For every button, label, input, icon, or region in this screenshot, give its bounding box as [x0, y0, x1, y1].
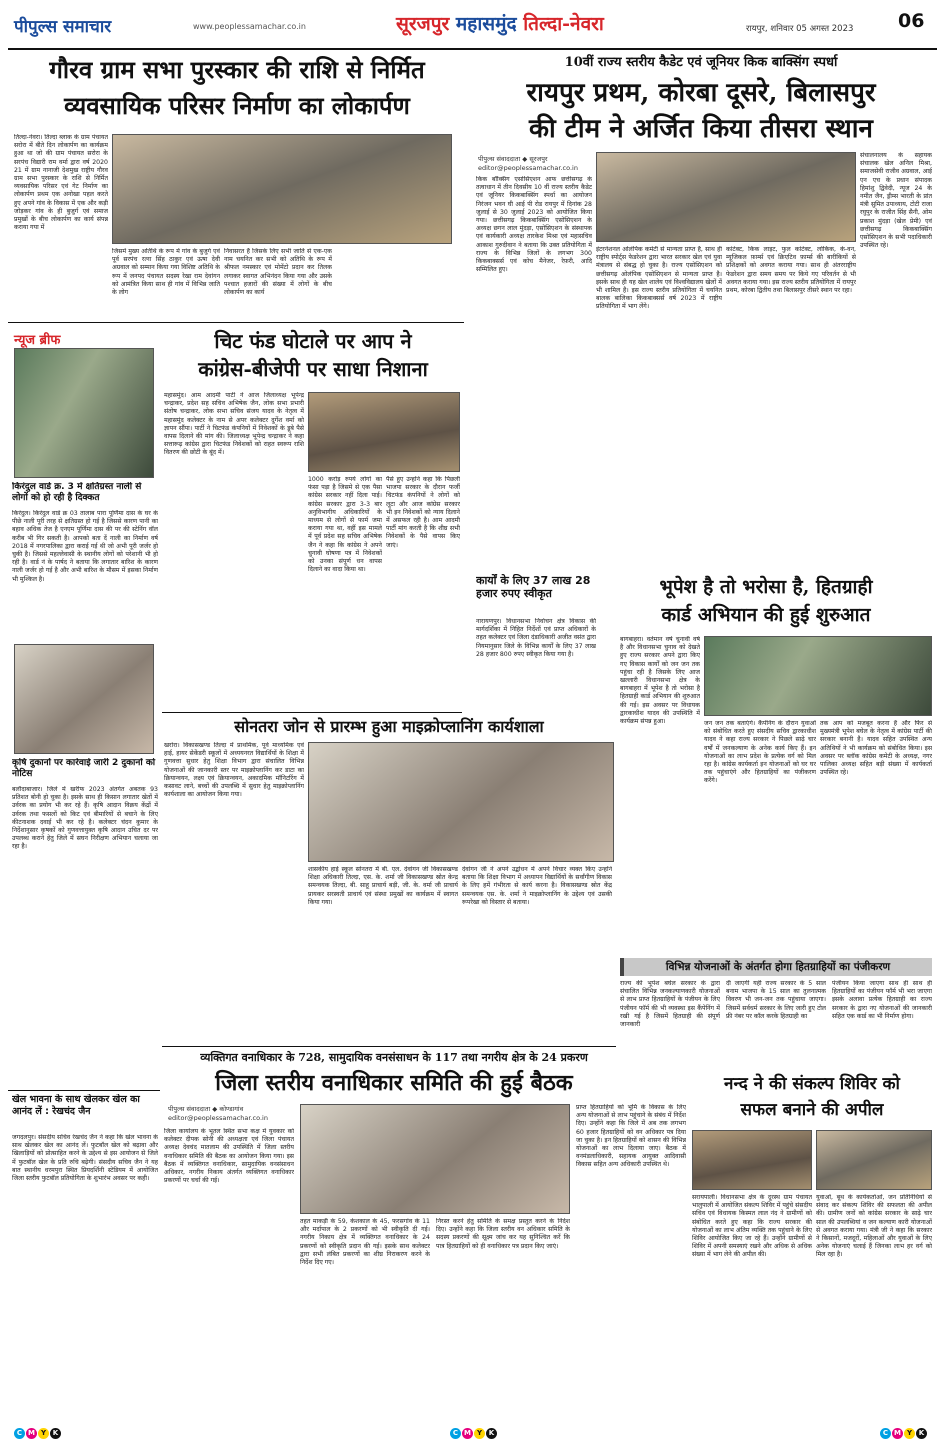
chitfund-headline-2: कांग्रेस-बीजेपी पर साधा निशाना [198, 357, 428, 381]
kickboxing-body-b: इंटरनेशनल ओलंपिक कमेटी से मान्यता प्राप्त है, साथ ही राष्ट्रीय स्पोर्ट्स फेडरेशन द्वारा भारत सरकार खेल एवं युवा मंत्रालय से संबद्ध हो चुका है। राज्य एसोसिएशन को छत्तीसगढ़ ओलंपिक एसोसिएशन से मान्यता प्राप्त है। इसके साथ ही यह खेल शालेय एवं विश्वविद्यालय खेलों में भी शामिल है। इस राज्य स्तरीय प्रतियोगिता में चयनित बालक बालिका किकबाक्सर्स वर्ष 2023 में राष्ट्रीय प्रतियोगिता में भाग लेंगे। [596, 246, 722, 311]
masthead-cities [396, 10, 604, 36]
footer-cmyk-right [880, 1420, 928, 1439]
news-brief-item2-body: बलौदाबाजार। जिले में खरीफ 2023 अंतर्गत अबतक 93 प्रतिशत बोनी हो चुका है। इसके साथ ही किसान लगातार खेतों में उर्वरक का प्रयोग भी कर रहे हैं। कृषि आदान विक्रय केंद्रों में उर्वरक तथा फसलों को किट एवं बीमारियों से बचाने के लिए कीटनाशक दवाई भी कर रहे है। कलेक्टर चंदन कुमार के निर्देशानुसार कृषकों को गुणवत्तायुक्त कृषि आदान उचित दर पर उपलब्ध कराने हेतु जिले में सघन निरीक्षण अभियान चलाया जा रहा है। [12, 786, 158, 851]
city-mahasamund: महासमुंद [455, 13, 517, 35]
vanadhikar-body-d: प्राप्त हितग्राहियों को भूमि के विकास के लिए अन्य योजनाओं से लाभ पहुंचाने के संबंध में निर्देश दिए। उन्होंने कहा कि जिले में अब तक लगभग 60 हजार हितग्राहियों को वन अधिकार पत्र दिया जा चुका है। इन हितग्राहियों को शासन की विभिन्न योजनाओं का लाभ दिलाया जाए। बैठक में वनमंडलाधिकारी, सहायक आयुक्त आदिवासी विकास सहित अन्य अधिकारी उपस्थित थे। [576, 1104, 686, 1169]
story1-body-c: निवासरत हैं जिसके लिए सभी जाति से एक-एक नाम चयनित कर सभी को अतिथि के रूप में श्रीफल नमस्कार एवं मोमेंटो प्रदान कर तिलक लगाकर स्वागत अभिनंदन किया गया और उसके पश्चात हजारों की संख्या में लोगों के बीच लोकार्पण का कार्य [224, 248, 332, 297]
cmyk-m-dot: M [462, 1428, 473, 1439]
story1-headline-2: व्यवसायिक परिसर निर्माण का लोकार्पण [64, 91, 410, 120]
santra-body-a: खरोरा। विकासखण्ड तिल्दा में प्राथमिक, पूर्व माध्यमिक एवं हाई, हायर सेकेंडरी स्कूलों में अध्ययनरत विद्यार्थियों के शिक्षा में गुणवत्ता सुधार हेतु शिक्षा विभाग द्वारा संचालित विभिन्न योजनाओं की जानकारी स्तर पर माइक्रोप्लानिंग कर डाटा का क्रियान्वयन, लक्ष्य एवं क्रियान्वयन, अकादमिक मॉनिटरिंग में कसावट लाने, बच्चों की उपलब्धि में सुधार हेतु माइक्रोप्लानिंग कार्यशाला का आयोजन किया गया। [164, 742, 304, 799]
santra-body-c: देवांगन जी ने अपने उद्बोधन में अपने विचार व्यक्त किए उन्होंने बताया कि शिक्षा विभाग में अध्यापन विद्यार्थियों के सर्वांगीण विकास के लिए हमें गंभीरता से कार्य करना है। विकासखण्ड स्रोत केंद्र समन्वयक एस. के. शर्मा ने माइक्रोप्लानिंग के उद्देश्य एवं उसकी रूपरेखा को विस्तार से बताया। [462, 866, 612, 906]
kickboxing-headline-1: रायपुर प्रथम, कोरबा दूसरे, बिलासपुर [526, 78, 876, 108]
story1-photo [112, 134, 452, 244]
cmyk-m-dot: M [892, 1428, 903, 1439]
nand-headline-1: नन्द ने की संकल्प शिविर को [724, 1074, 900, 1094]
kickboxing-kicker: 10वीं राज्य स्तरीय कैडेट एवं जूनियर किक बाक्सिंग स्पर्धा [564, 55, 838, 70]
masthead-dateline: रायपुर, शनिवार 05 अगस्त 2023 [746, 24, 854, 34]
cmyk-m-dot: M [26, 1428, 37, 1439]
news-brief-shop-photo [14, 644, 154, 754]
vanadhikar-kicker: व्यक्तिगत वनाधिकार के 728, सामुदायिक वनसंसाधन के 117 तथा नगरीय क्षेत्र के 24 प्रकरण [200, 1051, 588, 1064]
vanadhikar-body-c: निरस्त करने हेतु समिति के समक्ष प्रस्तुत करने के निर्देश दिए। उन्होंने कहा कि जिला स्तरीय वन अधिकार समिति के सदस्य प्रकरणों की सूक्ष्म जांच कर यह सुनिश्चित करें कि पात्र हितग्राहियों को ही वनाधिकार पत्र प्रदान किए जाएं। [436, 1218, 570, 1250]
city-surajpur: सूरजपुर [396, 13, 450, 35]
masthead-website: www.peoplessamachar.co.in [193, 22, 306, 31]
nand-body-b: युवाओं, बूथ के कार्यकर्ताओं, जन प्रतिनिधियों से संवाद कर संकल्प शिविर की सफलता की अपील की। ग्रामीण जनों को कांग्रेस सरकार के साढ़े चार साल की उपलब्धियां व जन कल्याण कारी योजनाओं से अवगत कराया गया। मंत्री जी ने कहा कि सरकार ने किसानों, मजदूरों, महिलाओं और युवाओं के लिए अनेक योजनाएं चलाई हैं जिनका लाभ हर वर्ग को मिल रहा है। [816, 1194, 932, 1259]
panjikaran-col-c: पंजीयन किया जाएगा साथ ही साथ ही हितग्राहियों का पंजीयन फॉर्म भी भरा जाएगा इसके अलावा प्रत्येक हितग्राही का राज्य सरकार के द्वारा नए योजनाओं की जानकारी सहित एक कार्ड का भी निर्माण होगा। [832, 980, 932, 1020]
santra-headline: सोनतरा जोन से प्रारम्भ हुआ माइक्रोप्लानिंग कार्यशाला [234, 717, 544, 736]
news-brief-item1-caption: किरंदुल वार्ड क्र. 3 में क्षतिग्रस्त नाली से लोगों को हो रही है दिक्कत [12, 482, 142, 503]
sports-brief-headline: खेल भावना के साथ खेलकर खेल का आनंद लें : रेखचंद जैन [12, 1094, 140, 1117]
panjikaran-bar: विभिन्न योजनाओं के अंतर्गत होगा हितग्राहियों का पंजीकरण [620, 958, 932, 976]
santra-photo [308, 742, 614, 862]
cmyk-c-dot: C [14, 1428, 25, 1439]
bhupesh-headline-1: भूपेश है तो भरोसा है, हितग्राही [659, 576, 873, 598]
nand-photo-1 [692, 1130, 812, 1190]
masthead-page-number: 06 [898, 10, 925, 32]
cmyk-k-dot: K [916, 1428, 927, 1439]
bhupesh-photo [704, 636, 932, 716]
city-tilda: तिल्दा-नेवरा [523, 13, 604, 35]
kickboxing-body-c: कांटेक्ट, किक लाइट, फुल कांटेक्ट, लोकिक, के-वन, म्यूजिकल फ़ार्म्स एवं क्रिएटिव फ़ार्म्स की बारीकियों से प्रशिक्षकों को अवगत कराया गया। साथ ही अंतरराष्ट्रीय फेडरेशन द्वारा समय समय पर किये गए परिवर्तन से भी अवगत कराया गया। इस राज्य स्तरीय प्रतियोगिता में रायपुर प्रथम, कोरबा द्वितीय तथा बिलासपुर तीसरे स्थान पर रहा। [726, 246, 856, 295]
footer-cmyk-center [450, 1420, 498, 1439]
story1-rule [8, 322, 464, 323]
masthead-rule [8, 48, 937, 50]
panjikaran-col-a: राज्य की भूपेश बघेल सरकार के द्वारा संचालित विभिन्न जनकल्याणकारी योजनाओं से लाभ प्राप्त हितग्राहियों के पंजीयन के लिए पंजीयन फॉर्म की भी व्यवस्था इस कैंपेनिंग में रखी गई है जिसमें हितग्राही की संपूर्ण जानकारी [620, 980, 720, 1029]
vanadhikar-headline: जिला स्तरीय वनाधिकार समिति की हुई बैठक [215, 1070, 573, 1096]
vanadhikar-body-a: जिला कार्यालय के भूतल स्थित सभा कक्ष में युवकार को कलेक्टर दीपक सोनी की अध्यक्षता एवं जिला पंचायत अध्यक्ष देवचंद मातलाम की उपस्थिति में जिला स्तरीय वनाधिकार समिति की बैठक का आयोजन किया गया। इस बैठक में व्यक्तिगत वनाधिकार, सामुदायिक वनसंसाधन अधिकार, नगरीय निकाय अंतर्गत व्यक्तिगत वनाधिकार प्रकरणों पर चर्चा की गई। [164, 1128, 294, 1185]
panjikaran-col-b: दी जाएगी यही राज्य सरकार के 5 साल बनाम भाजपा के 15 साल का तुलनात्मक विवरण भी जन-जन तक पहुंचाया जाएगा। जिसमें सर्वधर्म सरकार के लिए जारी हुए टोल फ्री नंबर पर कॉल करके हितग्राही का [726, 980, 826, 1020]
bhupesh-body-c: तक आप को मजबूत करना है और फिर से मुख्यमंत्री भूपेश बघेल के नेतृत्व में कांग्रेस पार्टी की सरकार बनानी है। यादव सहित उपस्थित अन्य अतिथियों ने भी कार्यक्रम को संबोधित किया। इस अवसर पर ब्लॉक कांग्रेस कमेटी के अध्यक्ष, नगर पालिका अध्यक्ष सहित बड़ी संख्या में कार्यकर्ता उपस्थित रहे। [820, 720, 932, 777]
cmyk-k-dot: K [486, 1428, 497, 1439]
vanadhikar-photo [300, 1104, 570, 1214]
kickboxing-photo [596, 152, 856, 242]
chitfund-photo [308, 392, 460, 472]
bhupesh-body-b: जन जन तक बताएंगे। कैंपेनिंग के दौरान युवाओं को संबोधित करते हुए संसदीय सचिव द्वारकाधीश यादव ने कहा राज्य सरकार ने पिछले साढ़े चार वर्षों में जनकल्याण के अनेक कार्य किए हैं। इन योजनाओं का लाभ प्रदेश के प्रत्येक वर्ग को मिल रहा है। कांग्रेस कार्यकर्ता इन योजनाओं को घर घर तक पहुंचाएंगे और हितग्राहियों का पंजीकरण करेंगे। [704, 720, 816, 785]
news-brief-rule [8, 1090, 160, 1091]
news-brief-item1-body: किरंदुल। किरंदुल वार्ड क्र 03 तालाब पारा पूर्णिमा दास के घर के पीछे नाली पूरी तरह से क्षतिग्रस्त हो गई है जिससे कारण पानी का बहाव अधिक तेज है एनएम पूर्णिमा दास की पर की स्टेनिंग वॉल करीब भी गिर सकती है। आपको बता दें नाली का निर्माण वर्ष 2018 में नगरपालिका द्वारा कराई गई थी जो अभी पूरी जर्जर हो चुकी है। जिससे महल्लेवासी के स्थानीय लोगों को परेशानी भी हो रही है। वार्ड नं के पार्षद ने बताया कि लगातार बारिश के कारण नाली जर्जर हो गई है और अभी बारिश के मौसम में इसका निर्माण भी मुश्किल है। [12, 510, 158, 583]
story1-headline-1: गौरव ग्राम सभा पुरस्कार की राशि से निर्मित [49, 55, 425, 84]
chitfund-body-c: पैसे हुए उन्होंने कहा कि पिछली भाजपा सरकार के दौरान फर्जी चिटफंड कंपनियों ने लोगों को लूटा और आज कांग्रेस सरकार भी इन निवेशकों को न्याय दिलाने में असफल रही है। आम आदमी पार्टी मांग करती है कि शीघ्र सभी निवेशकों के पैसे वापस किए जाएं। [386, 476, 460, 549]
chitfund-headline-1: चिट फंड घोटाले पर आप ने [214, 329, 412, 353]
vanadhikar-byline: पीपुल्स संवाददाता ◆ कोण्डागांव [168, 1105, 244, 1113]
chitfund-rule [162, 712, 462, 713]
cmyk-y-dot: Y [474, 1428, 485, 1439]
masthead-logo: पीपुल्स समाचार [14, 17, 112, 37]
news-brief-drain-photo [14, 348, 154, 478]
nand-headline-2: सफल बनाने की अपील [740, 1100, 884, 1120]
chitfund-body-a: महासमुंद। आम आदमी पार्टी ने आज जिलाध्यक्ष भूपेन्द्र चन्द्राकर, प्रदेश सह सचिव अभिषेक जैन, लोक सभा प्रभारी संतोष चन्द्राकर, लोक सभा सचिव संजय यादव के नेतृत्व में महासमुंद कलेक्टर के नाम से अपर कलेक्टर दुर्गेश वर्मा को ज्ञापन सौंपा। पार्टी ने चिटफंड कंपनियों में निवेशकों के डूबे पैसे वापस दिलाने की मांग की। जिलाध्यक्ष भूपेन्द्र चन्द्राकर ने कहा सत्तारूढ़ कांग्रेस द्वारा चिटफंड निवेशकों को राहत स्वरूप राशि वितरण की छोटी के बूंद में। [164, 392, 304, 457]
nand-body-a: सरायपाली। विधानसभा क्षेत्र के दूरस्थ ग्राम पंचायत भालुपाली में आयोजित संकल्प शिविर में पहुंचे संसदीय सचिव एवं विधायक किस्मत लाल नंद ने ग्रामीणों को संबोधित करते हुए कहा कि राज्य सरकार की योजनाओं का लाभ अंतिम व्यक्ति तक पहुंचाने के लिए शिविर आयोजित किए जा रहे हैं। उन्होंने ग्रामीणों से शिविर में अपनी समस्याएं रखने और अधिक से अधिक संख्या में भाग लेने की अपील की। [692, 1194, 812, 1259]
kickboxing-byline: पीपुल्स संवाददाता ◆ सूरजपुर [478, 155, 548, 163]
kickboxing-email: editor@peoplessamachar.co.in [478, 164, 578, 172]
cmyk-c-dot: C [450, 1428, 461, 1439]
vanadhikar-body-b: तहत माकड़ी के 59, केशकाल के 45, फरसगांव के 11 और मर्दापाल के 2 प्रकरणों को भी स्वीकृति दी गई। नगरीय निकाय क्षेत्र में व्यक्तिगत वनाधिकार के 24 प्रकरणों को स्वीकृति प्रदान की गई। इसके साथ कलेक्टर द्वारा सभी लंबित प्रकरणों का शीघ्र निराकरण करने के निर्देश दिए गए। [300, 1218, 430, 1267]
story1-body-a: तिल्दा-नेवरा। तिल्दा ब्लाक के ग्राम पंचायत सरोरा में बीते दिन लोकार्पण का कार्यक्रम हुआ था जो की ग्राम पंचायत सरोरा के सरपंच विद्यारी राम वर्मा द्वारा वर्ष 2020 21 में ग्राम नानाजी देशमुख राष्ट्रीय गौरव ग्राम सभा पुरस्कार के राशि से निर्मित व्यवसायिक परिसर एवं गेट निर्माण का लोकार्पण प्रथम एक अनोखा पहल करते हुए अपने गांव के विकास में एक और कड़ी जोड़कर गांव के ही बुजुर्ग एवं समाज प्रमुखों के बीच लोकार्पण का कार्य संपन्न कराया गया में [14, 134, 108, 232]
bhupesh-headline-2: कार्ड अभियान की हुई शुरुआत [661, 604, 871, 626]
kickboxing-body-a: किक बॉक्सिंग एसोसिएशन आफ छत्तीसगढ़ के तत्वाधान में तीन दिवसीय 10 वीं राज्य स्तरीय कैडेट एवं जूनियर किकबाक्सिंग स्पर्धा का आयोजन निरंजन भवन घी आई पी रोड रायपुर में दिनांक 28 जुलाई से 30 जुलाई 2023 को आयोजित किया गया। छत्तीसगढ़ किकबाक्सिंग एसोसिएशन के अध्यक्ष छगन लाल मुंदड़ा, एसोसिएशन के संस्थापक एवं कार्यकारी अध्यक्ष तारकेश मिश्रा एवं महासचिव आकाश गुरुदीवान ने बताया कि उक्त प्रतियोगिता में राज्य के विभिन्न जिलों के लगभग 300 किकबाक्सर्स एवं कोच मैनेजर, रेफ़री, आदि सम्मिलित हुए। [476, 176, 592, 274]
narayanpur-headline: कार्यों के लिए 37 लाख 28 हजार रुपए स्वीकृत [476, 574, 591, 600]
masthead [8, 8, 937, 48]
cmyk-y-dot: Y [38, 1428, 49, 1439]
news-brief-label: न्यूज ब्रीफ [14, 333, 61, 348]
news-brief-item2-caption: कृषि दुकानों पर कार्रवाई जारी 2 दुकानों को नोटिस [12, 758, 156, 779]
cmyk-y-dot: Y [904, 1428, 915, 1439]
santra-rule [162, 1046, 616, 1047]
kickboxing-headline-2: की टीम ने अर्जित किया तीसरा स्थान [529, 114, 873, 144]
cmyk-c-dot: C [880, 1428, 891, 1439]
cmyk-k-dot: K [50, 1428, 61, 1439]
vanadhikar-email: editor@peoplessamachar.co.in [168, 1114, 268, 1122]
santra-body-b: शासकीय हाई स्कूल सोनतरा में बी. एल. देवांगन जी विकासखण्ड शिक्षा अधिकारी तिल्दा, एस. के. शर्मा जी विकासखण्ड स्रोत केन्द्र समन्वयक तिल्दा, बी. साहू प्राचार्य बड़ी, जी. के. वर्मा जी प्राचार्य प्रायकर सरस्वती प्राचार्य एवं संस्था प्रमुखों का कार्यक्रम में स्वागत किया गया। [308, 866, 458, 906]
kickboxing-body-d: संचालनालय के सहायक संचालक खेल अनिल मिश्रा, समाजसेवी राजीव अग्रवाल, आई एन एच के प्रधान संपादक हिमांशु द्विवेदी, न्यूज 24 के नमीत जैन, ड्रीम्स भारती के प्रांत मंत्री सुमित उपाध्याय, टोटी राजा रघुपुर के राजीत सिंह सैनी, ओम प्रकाश मुंदड़ा (खेल प्रेमी) एवं छत्तीसगढ़ किकबाक्सिंग एसोसिएशन के सभी पदाधिकारी उपस्थित रहे। [860, 152, 932, 250]
story1-body-b: जिसमें मुख्य अतिथि के रूप में गांव के बुजुर्ग एवं पूर्व सरपंच रत्ना सिंह ठाकुर एवं ऊषा देवी अग्रवाल को सम्मान किया गया विशिष्ट अतिथि के रूप में जनपद पंचायत सदस्य रेखा राम देवांगन को आमंत्रित किया साथ ही गांव में विभिन्न जाति के लोग [112, 248, 220, 297]
chitfund-body-b: 1000 करोड़ रुपये लोगों का फंसा पड़ा है जिसमे से एक पैसा कांग्रेस सरकार नहीं दिला पाई। कांग्रेस सरकार द्वारा 3-3 बार अनुविभागीय अधिकारियों के माध्यम से लोगों से फार्म जमा कराया गया था, वहीं इस मामले में पूर्व प्रदेश सह सचिव अभिषेक जैन ने कहा कि कांग्रेस ने अपने चुनावी घोषणा पत्र में निवेशकों को उनका संपूर्ण धन वापस दिलाने का वादा किया था। [308, 476, 382, 574]
footer-cmyk-left [14, 1420, 62, 1439]
nand-photo-2 [816, 1130, 932, 1190]
sports-brief-body: जगदलपुर। संसदीय सचिव रेखचंद जैन ने कहा कि खेल भावना के साथ खेलकर खेल का आनंद लें। फुटबॉल खेल को बढ़ावा और खिलाड़ियों को प्रोत्साहित करने के उद्देश्य से इस आयोजन से जिले में फुटबॉल खेल के प्रति रुचि बढ़ेगी। संसदीय सचिव जैन ने यह बात स्थानीय धरमपुरा स्थित प्रियदर्शिनी स्टेडियम में आयोजित जिला स्तरीय फुटबॉल प्रतियोगिता के शुभारंभ अवसर पर कही। [12, 1134, 158, 1183]
bhupesh-body-a: बागबाहरा। वर्तमान वर्ष चुनावी वर्ष है और विधानसभा चुनाव को देखते हुए राज्य सरकार अपने द्वारा किए गए विकास कार्यों को जन जन तक पहुंचा रही है जिसके लिए आज खल्लारी विधानसभा क्षेत्र के बागबाहरा में भूपेश है तो भरोसा है हितग्राही कार्ड अभियान की शुरुआत की गई। इस अवसर पर विधायक द्वारकाधीश यादव की उपस्थिति में कार्यक्रम संपन्न हुआ। [620, 636, 700, 726]
narayanpur-body: नारायणपुर। विधानसभा निर्वाचन क्षेत्र विकास की मार्गदर्शिका में निहित निर्देशों एवं प्राप्त अधिकारों के तहत कलेक्टर एवं जिला दंडाधिकारी अजीत वसंत द्वारा नियमानुसार जिले के विभिन्न कार्यों के लिए 37 लाख 28 हजार 800 रुपए स्वीकृत किया गया है। [476, 618, 596, 658]
